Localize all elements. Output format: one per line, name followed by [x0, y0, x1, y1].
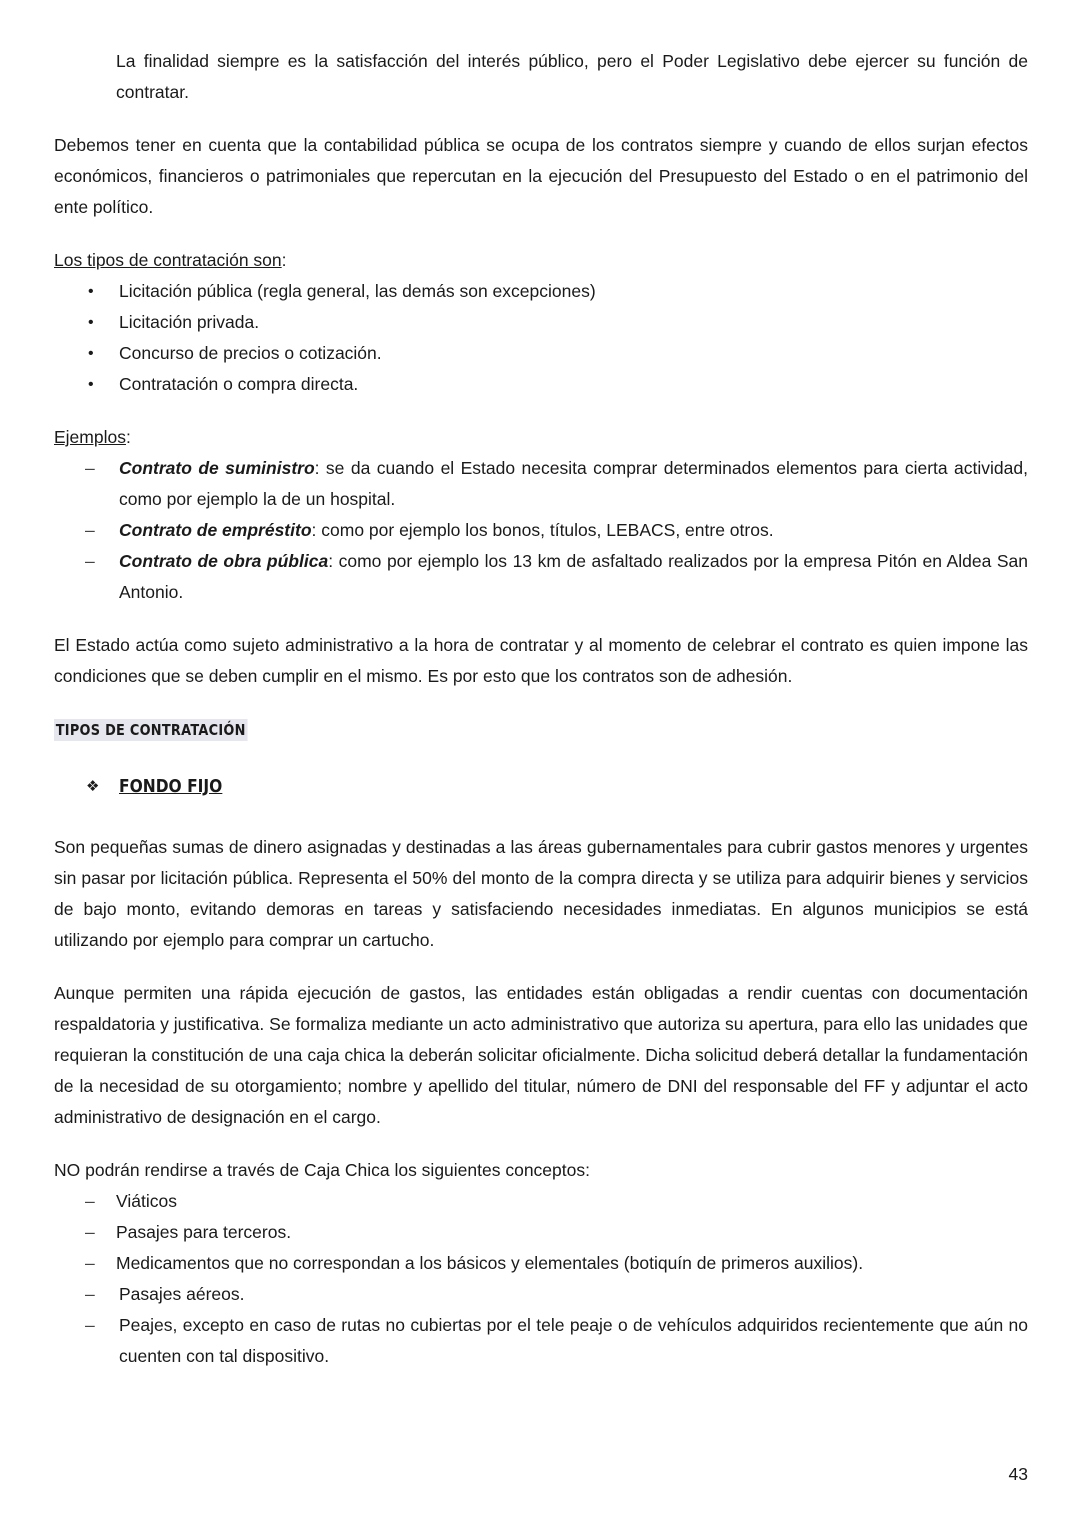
paragraph-contabilidad: Debemos tener en cuenta que la contabilidad pública se ocupa de los contratos siempre y cuando de ellos surjan efectos económicos, financieros o patrimoniales que repercutan en la ejecución del Presupuesto del Estado o en el patrimonio del ente político.: [54, 135, 1028, 217]
list-item: – Peajes, excepto en caso de rutas no cubiertas por el tele peaje o de vehículos adquiridos recientemente que aún no cuenten con tal dispositivo.: [54, 1310, 1028, 1372]
dash-icon: –: [85, 1284, 95, 1304]
paragraph-fondo-1: Son pequeñas sumas de dinero asignadas y destinadas a las áreas gubernamentales para cubrir gastos menores y urgentes sin pasar por licitación pública. Representa el 50% del monto de la compra directa y se utiliza para adquirir bienes y servicios de bajo monto, evitando demoras en tareas y satisfaciendo necesidades inmediatas. En algunos municipios se está utilizando por ejemplo para comprar un cartucho.: [54, 837, 1028, 950]
tipos-list: [54, 276, 1028, 400]
bullet-icon: •: [88, 376, 94, 393]
list-item: – Medicamentos que no correspondan a los básicos y elementales (botiquín de primeros auxilios).: [54, 1248, 1028, 1279]
diamond-bullet-icon: ❖: [86, 777, 100, 795]
dash-icon: –: [85, 1253, 95, 1273]
tipos-heading-colon: :: [281, 250, 287, 270]
list-item: [54, 546, 1028, 608]
dash-icon: –: [85, 1222, 95, 1242]
paragraph-estado: El Estado actúa como sujeto administrativo a la hora de contratar y al momento de celebrar el contrato es quien impone las condiciones que se deben cumplir en el mismo. Es por esto que los contratos son de adhesión.: [54, 635, 1028, 686]
dash-icon: –: [85, 1315, 95, 1335]
paragraph-fondo-2: Aunque permiten una rápida ejecución de gastos, las entidades están obligadas a rendir cuentas con documentación respaldatoria y justificativa. Se formaliza mediante un acto administrativo que autoriza su apertura, para ello las unidades que requieran la constitución de una caja chica la deberán solicitar oficialmente. Dicha solicitud deberá detallar la fundamentación de la necesidad de su otorgamiento; nombre y apellido del titular, número de DNI del responsable del FF y adjuntar el acto administrativo de designación en el cargo.: [54, 983, 1028, 1127]
list-item: • Licitación pública (regla general, las demás son excepciones): [54, 276, 1028, 307]
dash-icon: –: [85, 551, 95, 571]
example-text: : se da cuando el Estado necesita comprar determinados elementos para cierta actividad, como por ejemplo la de un hospital.: [119, 458, 1028, 509]
list-item: [54, 453, 1028, 515]
dash-icon: –: [85, 458, 95, 478]
dash-icon: –: [85, 520, 95, 540]
list-item: – Pasajes para terceros.: [54, 1217, 1028, 1248]
example-text: : como por ejemplo los bonos, títulos, LEBACS, entre otros.: [311, 520, 774, 540]
bullet-icon: •: [88, 314, 94, 331]
example-term: Contrato de empréstito: [119, 520, 312, 540]
bullet-icon: •: [88, 283, 94, 300]
tipos-heading-text: Los tipos de contratación son: [54, 250, 282, 270]
list-item: • Licitación privada.: [54, 307, 1028, 338]
ejemplos-heading-colon: :: [125, 427, 131, 447]
section-title: TIPOS DE CONTRATACIÓN: [55, 721, 246, 739]
list-item: • Concurso de precios o cotización.: [54, 338, 1028, 369]
list-item: – Viáticos: [54, 1186, 1028, 1217]
example-text: : como por ejemplo los 13 km de asfaltado realizados por la empresa Pitón en Aldea San Antonio.: [119, 551, 1028, 602]
ejemplos-list: [54, 453, 1028, 608]
section-heading: [54, 718, 1028, 741]
example-term: Contrato de obra pública: [119, 551, 329, 571]
list-item: [54, 515, 1028, 546]
tipos-heading: [54, 245, 1028, 276]
list-item: – Pasajes aéreos.: [54, 1279, 1028, 1310]
dash-icon: –: [85, 1191, 95, 1211]
page-number: 43: [1008, 1464, 1028, 1484]
subsection-title: FONDO FIJO: [119, 776, 223, 797]
conceptos-list: [54, 1186, 1028, 1372]
list-item: • Contratación o compra directa.: [54, 369, 1028, 400]
example-term: Contrato de suministro: [119, 458, 315, 478]
bullet-icon: •: [88, 345, 94, 362]
intro-block: [54, 46, 1028, 108]
ejemplos-heading: [54, 422, 1028, 453]
subsection-heading: [54, 771, 1028, 802]
intro-paragraph: La finalidad siempre es la satisfacción del interés público, pero el Poder Legislativo debe ejercer su función de contratar.: [116, 51, 1028, 102]
ejemplos-heading-text: Ejemplos: [54, 427, 126, 447]
document-page: [54, 46, 1028, 1372]
paragraph-caja-chica: NO podrán rendirse a través de Caja Chica los siguientes conceptos:: [54, 1160, 590, 1180]
